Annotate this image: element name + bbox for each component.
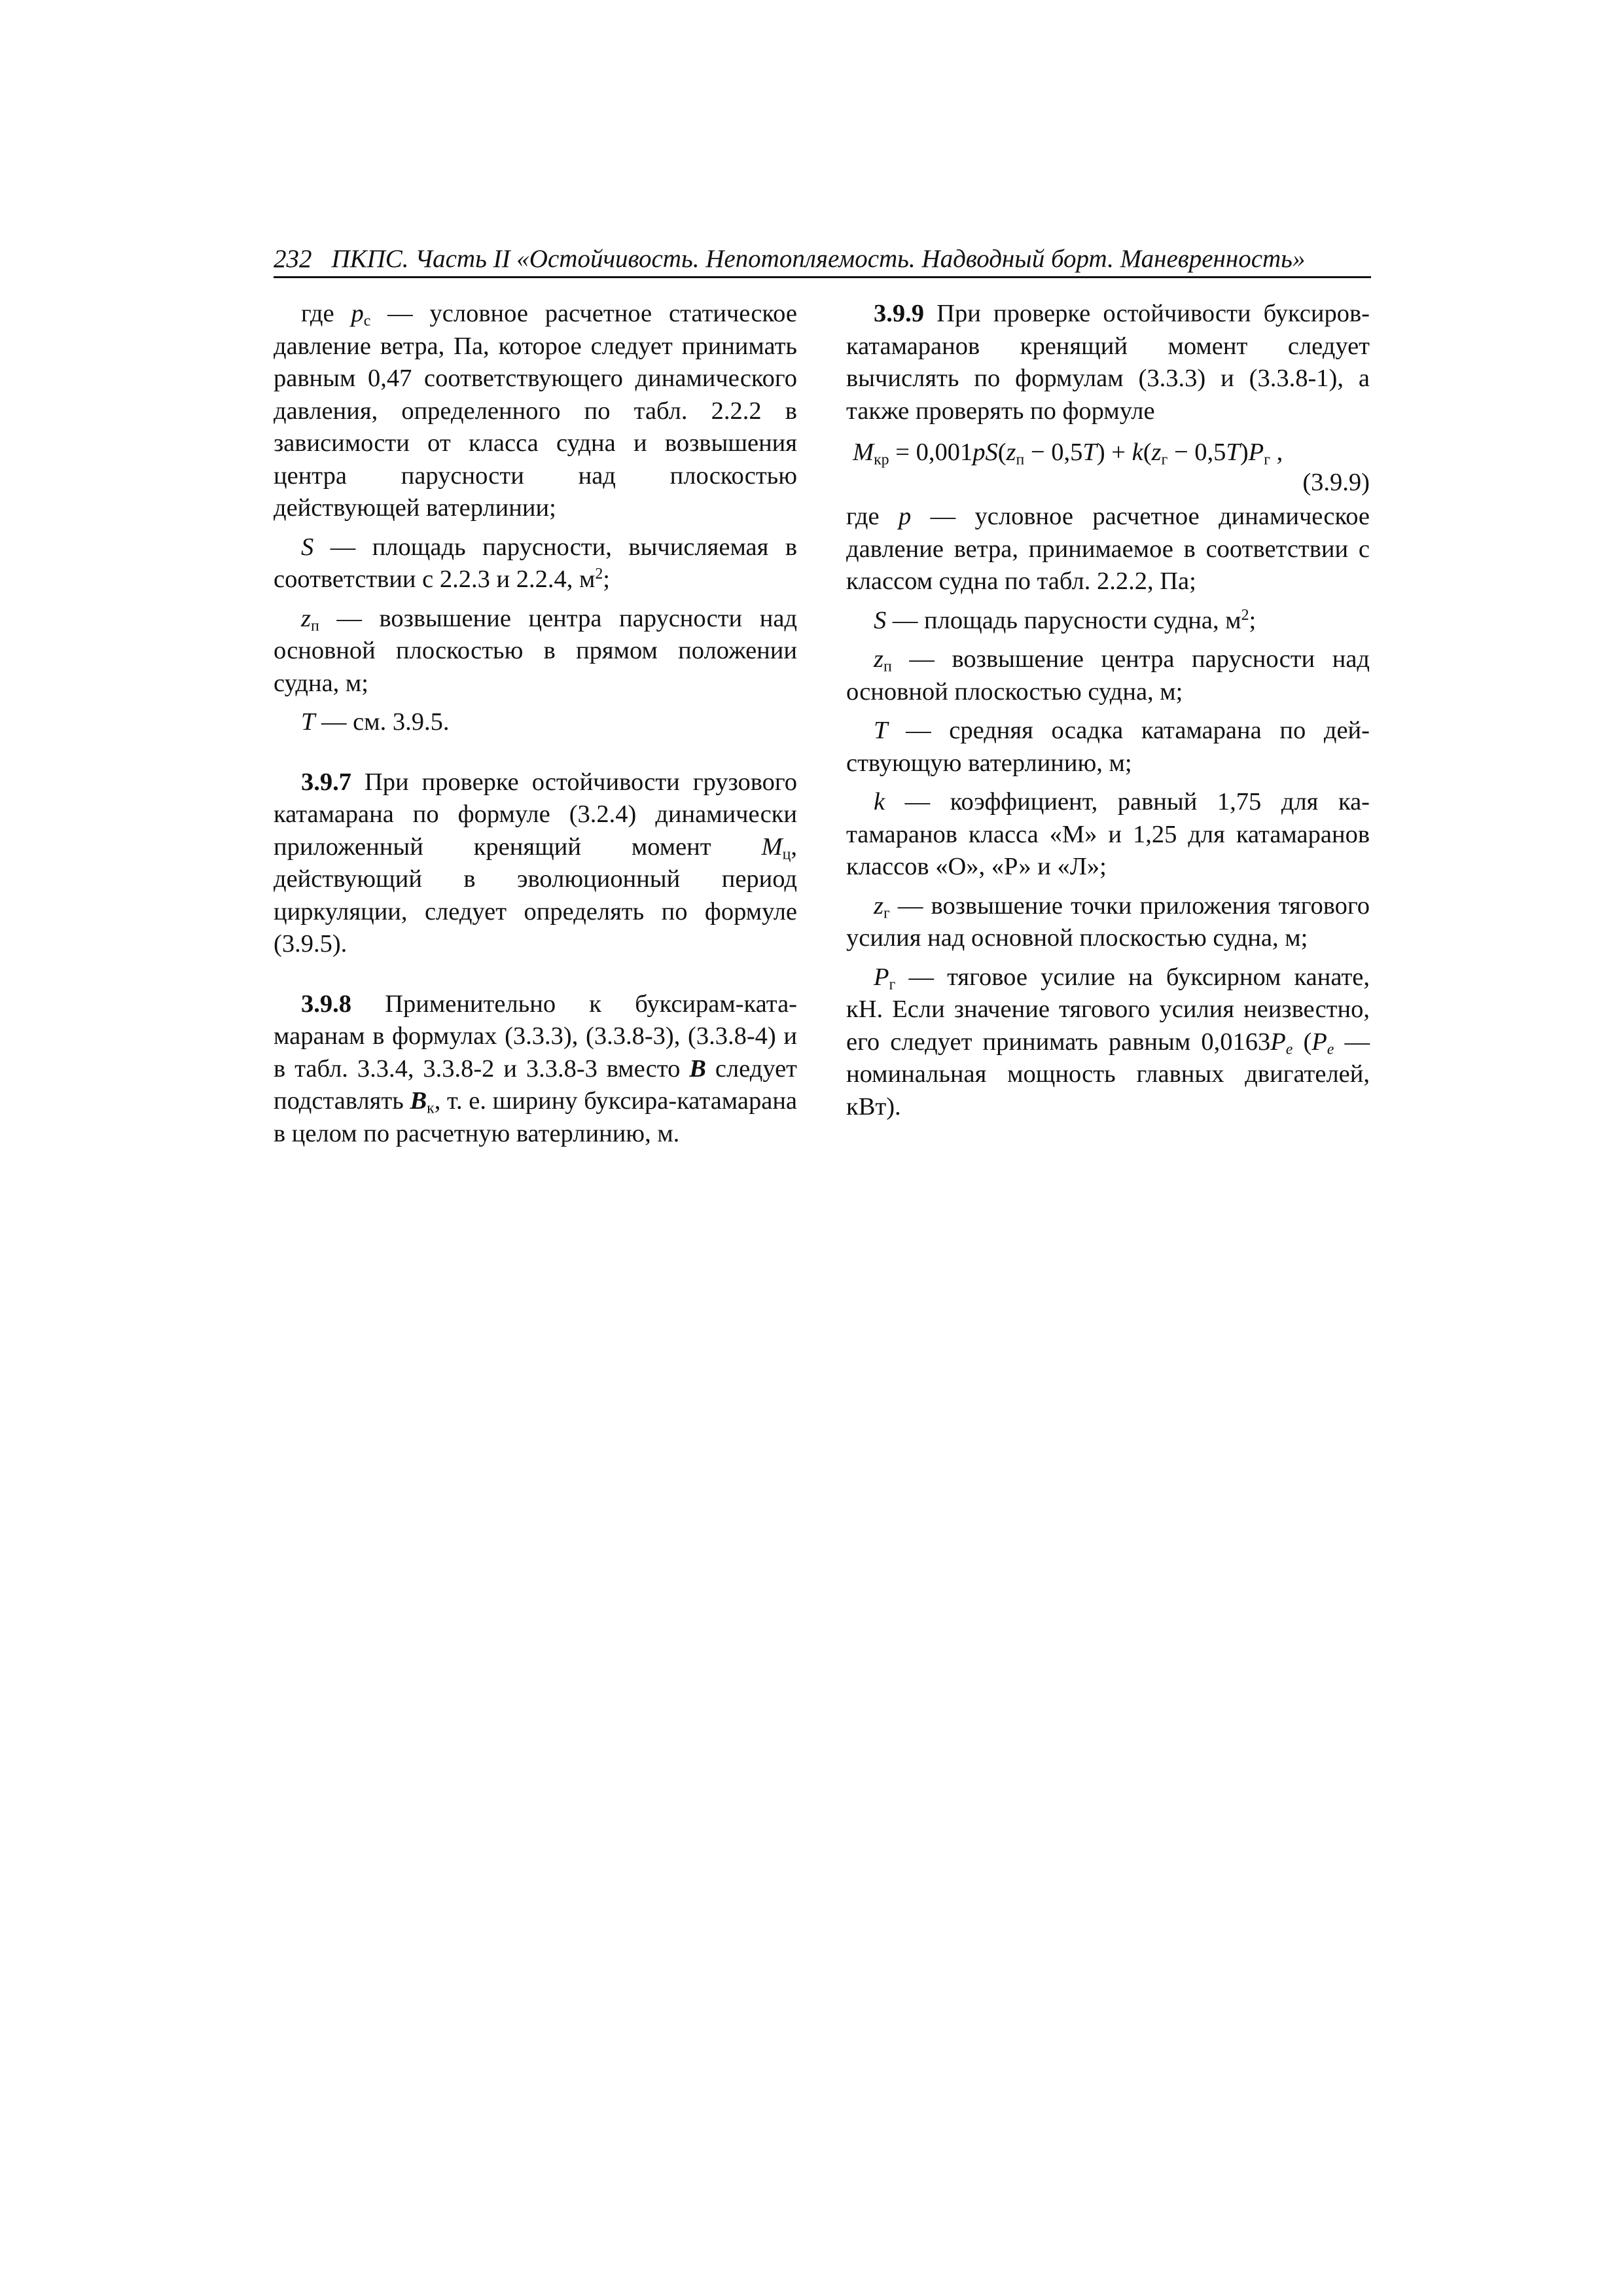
left-column bbox=[274, 298, 797, 1157]
section-3-9-7: 3.9.7 При проверке остойчивости грузового катамарана по формуле (3.2.4) динамически приложенный кренящий момент $M_ц$, действующий в эволюционный период циркуляции, следует определять по формуле (3.9.5). bbox=[274, 768, 797, 958]
definition-s: S — площадь парусности судна, $м^2$; bbox=[874, 606, 1257, 634]
definition-k: k — коэффициент, равный 1,75 для катамаранов класса «М» и 1,25 для катамаранов классов «О», «Р» и «Л»; bbox=[846, 788, 1370, 880]
right-column bbox=[846, 298, 1370, 1130]
definition-pg: $P_г$ — тяговое усилие на буксирном канате, кН. Если значение тягового усилия неизвестно, его следует принимать равным $0,0163P_e$ ($P_e$ — номинальная мощность главных двигателей, кВт). bbox=[846, 963, 1370, 1121]
definition-t: T — средняя осадка катамарана по действующую ватерлинию, м; bbox=[846, 717, 1370, 777]
definition-zg: $z_г$ — возвышение точки приложения тягового усилия над основной плоскостью судна, м; bbox=[846, 891, 1370, 952]
formula-3-9-9: $M_{кр} = 0,001pS(z_п - 0,5T) + k(z_г - 0,5T)P_г$ , bbox=[853, 439, 1283, 469]
definition-p: где p — условное расчетное динамическое давление ветра, принимаемое в соответствии с классом судна по табл. 2.2.2, Па; bbox=[846, 503, 1370, 595]
definition-zp: $z_п$ — возвышение центра парусности над основной плоскостью в прямом положении судна, м; bbox=[274, 604, 797, 697]
definition-zp: $z_п$ — возвышение центра парусности над основной плоскостью судна, м; bbox=[846, 645, 1370, 706]
section-number: 3.9.7 bbox=[301, 768, 351, 796]
running-title: ПКПС. Часть II «Остойчивость. Непотопляемость. Надводный борт. Маневренность» bbox=[331, 245, 1306, 273]
definition-s: S — площадь парусности, вычисляемая в соответствии с 2.2.3 и 2.2.4, $м^2$; bbox=[274, 533, 797, 593]
page-number: 232 bbox=[274, 245, 312, 273]
section-3-9-8: 3.9.8 Применительно к буксирам-катамаранам в формулах (3.3.3), (3.3.8-3), (3.3.8-4) и в табл. 3.3.4, 3.3.8-2 и 3.3.8-3 вместо B следует подставлять $B_к$, т. е. ширину буксира-катамарана в целом по расчетную ватерлинию, м. bbox=[274, 990, 798, 1147]
formula-number: (3.9.9) bbox=[1302, 469, 1370, 496]
definition-pc: где $p_с$ — условное расчетное статическое давление ветра, Па, которое следует принимать равным 0,47 соответствующего динамического давления, определенного по табл. 2.2.2 в зависимости от класса судна и возвышения центра парусности над плоскостью действующей ватерлинии; bbox=[274, 300, 797, 522]
section-3-9-9: 3.9.9 При проверке остойчивости буксиров-катамаранов кренящий момент следует вычислять по формулам (3.3.3) и (3.3.8-1), а также проверять по формуле bbox=[846, 300, 1370, 425]
definition-t: T — см. 3.9.5. bbox=[301, 708, 450, 736]
page-header bbox=[274, 242, 1371, 278]
section-number: 3.9.8 bbox=[301, 990, 351, 1018]
section-number: 3.9.9 bbox=[874, 300, 924, 327]
symbol-p: p bbox=[351, 300, 364, 327]
